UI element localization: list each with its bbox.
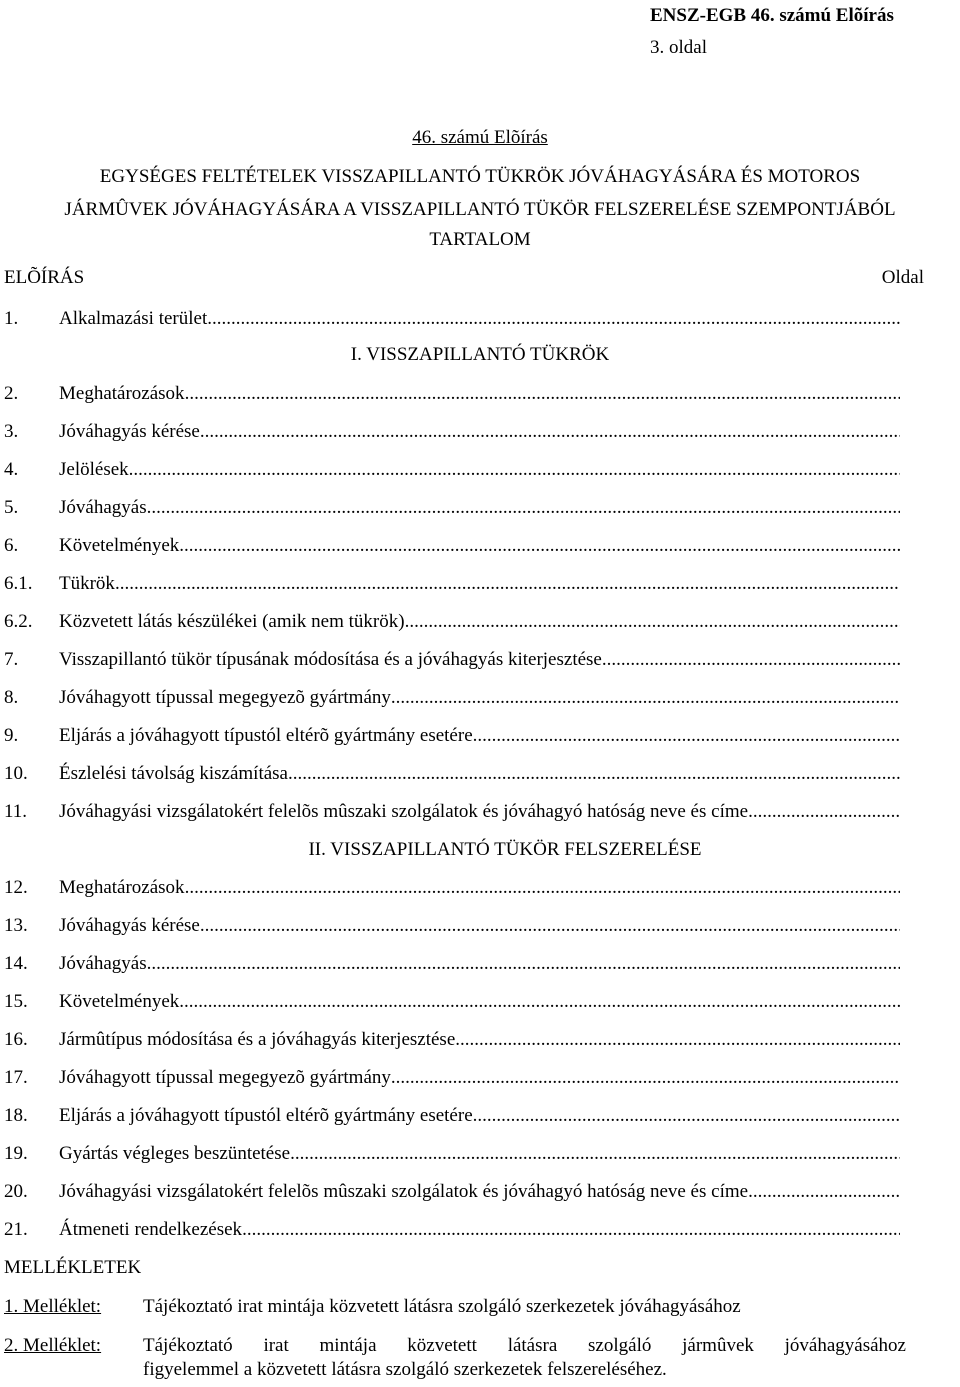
toc-leader-dots [290, 1135, 900, 1173]
toc-entry-title: Meghatározások [59, 383, 185, 404]
toc-entry-number: 6. [4, 535, 19, 556]
toc-entry[interactable] [4, 375, 900, 413]
toc-leader-dots [405, 603, 900, 641]
main-title [0, 160, 960, 226]
toc-leader-dots [147, 945, 900, 983]
toc-entry-title: Követelmények [59, 535, 180, 556]
toc-entry[interactable] [4, 1211, 900, 1249]
toc-entry-number: 5. [4, 497, 19, 518]
toc-leader-dots [200, 907, 900, 945]
toc-leader-dots [185, 375, 900, 413]
toc-leader-dots [391, 1059, 900, 1097]
toc-entry[interactable] [4, 603, 900, 641]
toc-entry-number: 13. [4, 915, 28, 936]
toc-entry[interactable] [4, 983, 900, 1021]
toc-entry-number: 9. [4, 725, 19, 746]
toc-entry-number: 3. [4, 421, 19, 442]
toc-entry-title: Észlelési távolság kiszámítása [59, 763, 288, 784]
toc-heading: TARTALOM [429, 229, 531, 250]
toc-entry[interactable] [4, 451, 900, 489]
toc-entry[interactable] [4, 641, 900, 679]
annex-item[interactable] [4, 1292, 904, 1322]
annexes-heading: MELLÉKLETEK [4, 1257, 142, 1278]
document-reference: ENSZ-EGB 46. számú Elõírás [650, 5, 894, 26]
toc-entry-title: Alkalmazási terület [59, 308, 208, 329]
toc-entry[interactable] [4, 565, 900, 603]
toc-entry-number: 15. [4, 991, 28, 1012]
toc-entry-title: Jóváhagyási vizsgálatokért felelõs mûszaki szolgálatok és jóváhagyó hatóság neve és címe [59, 1181, 749, 1202]
main-title-line-2: JÁRMÛVEK JÓVÁHAGYÁSÁRA A VISSZAPILLANTÓ TÜKÖR FELSZERELÉSE SZEMPONTJÁBÓL [64, 199, 896, 220]
toc-entry-title: Eljárás a jóváhagyott típustól eltérõ gyártmány esetére [59, 1105, 473, 1126]
toc-entry-number: 21. [4, 1219, 28, 1240]
annex-description-line-2: figyelemmel a közvetett látásra szolgáló szerkezetek felszereléséhez. [143, 1359, 667, 1380]
toc-entry-number: 6.1. [4, 573, 33, 594]
toc-entry-title: Gyártás végleges beszüntetése [59, 1143, 291, 1164]
toc-entry-number: 11. [4, 801, 28, 822]
annex-item[interactable] [4, 1331, 904, 1387]
toc-leader-dots [179, 527, 900, 565]
toc-entry-title: Jóváhagyás kérése [59, 421, 200, 442]
toc-leader-dots [288, 755, 900, 793]
toc-entry[interactable] [4, 527, 900, 565]
toc-leader-dots [115, 565, 900, 603]
regulation-title: 46. számú Elõírás [412, 127, 548, 148]
toc-leader-dots [147, 489, 900, 527]
toc-entry[interactable] [4, 489, 900, 527]
toc-leader-dots [473, 1097, 900, 1135]
toc-entry[interactable] [4, 413, 900, 451]
toc-entry-number: 10. [4, 763, 28, 784]
toc-entry-title: Meghatározások [59, 877, 185, 898]
toc-entry-number: 4. [4, 459, 19, 480]
toc-entry-number: 14. [4, 953, 28, 974]
column-header-regulation: ELÕÍRÁS [4, 267, 85, 288]
toc-entry-number: 2. [4, 383, 19, 404]
toc-entry-title: Jóváhagyás [59, 497, 147, 518]
toc-entry-title: Eljárás a jóváhagyott típustól eltérõ gyártmány esetére [59, 725, 473, 746]
section-heading-2: II. VISSZAPILLANTÓ TÜKÖR FELSZERELÉSE [308, 839, 702, 860]
toc-entry-number: 16. [4, 1029, 28, 1050]
toc-entry-title: Visszapillantó tükör típusának módosítása és a jóváhagyás kiterjesztése [59, 649, 602, 670]
toc-entry[interactable] [4, 1097, 900, 1135]
toc-leader-dots [200, 413, 900, 451]
toc-entry[interactable] [4, 945, 900, 983]
regulation-title-wrap [0, 122, 960, 154]
toc-entry-title: Jóváhagyott típussal megegyezõ gyártmány [59, 1067, 391, 1088]
toc-leader-dots [748, 793, 900, 831]
toc-entry-title: Tükrök [59, 573, 115, 594]
annex-description-line-1: Tájékoztató irat mintája közvetett látásra szolgáló jármûvek jóváhagyásához [143, 1335, 906, 1356]
toc-entry-title: Közvetett látás készülékei (amik nem tükrök) [59, 611, 405, 632]
annex-label: 1. Melléklet: [4, 1296, 102, 1317]
page-header [650, 0, 940, 64]
toc-entry[interactable] [4, 869, 900, 907]
toc-entry[interactable] [4, 1135, 900, 1173]
toc-leader-dots [179, 983, 900, 1021]
toc-leader-dots [185, 869, 900, 907]
toc-entry-title: Jelölések [59, 459, 129, 480]
toc-entry-number: 20. [4, 1181, 28, 1202]
toc-entry[interactable] [4, 1021, 900, 1059]
toc-leader-dots [748, 1173, 900, 1211]
main-title-line-1: EGYSÉGES FELTÉTELEK VISSZAPILLANTÓ TÜKRÖK JÓVÁHAGYÁSÁRA ÉS MOTOROS [99, 166, 861, 187]
toc-leader-dots [207, 300, 900, 338]
toc-entry[interactable] [4, 1173, 900, 1211]
toc-entry[interactable] [4, 717, 900, 755]
toc-entry-number: 6.2. [4, 611, 33, 632]
toc-leader-dots [391, 679, 900, 717]
toc-leader-dots [242, 1211, 900, 1249]
toc-entry-title: Átmeneti rendelkezések [59, 1219, 243, 1240]
toc-entry[interactable] [4, 679, 900, 717]
toc-leader-dots [129, 451, 900, 489]
toc-entry-number: 12. [4, 877, 28, 898]
toc-entry-number: 7. [4, 649, 19, 670]
toc-entry-title: Jóváhagyás [59, 953, 147, 974]
column-header-page: Oldal [881, 267, 924, 288]
toc-leader-dots [602, 641, 900, 679]
page-number: 3. oldal [650, 37, 707, 58]
toc-entry-title: Követelmények [59, 991, 180, 1012]
toc-leader-dots [455, 1021, 900, 1059]
toc-entry[interactable] [4, 755, 900, 793]
toc-entry[interactable] [4, 907, 900, 945]
annex-label: 2. Melléklet: [4, 1335, 102, 1356]
toc-entry[interactable] [4, 300, 900, 338]
toc-entry-number: 8. [4, 687, 19, 708]
toc-entry[interactable] [4, 793, 900, 831]
toc-leader-dots [473, 717, 900, 755]
toc-entry-number: 17. [4, 1067, 28, 1088]
toc-entry-title: Jármûtípus módosítása és a jóváhagyás kiterjesztése [59, 1029, 456, 1050]
toc-entry-number: 19. [4, 1143, 28, 1164]
toc-entry-title: Jóváhagyás kérése [59, 915, 200, 936]
section-heading-1: I. VISSZAPILLANTÓ TÜKRÖK [350, 344, 610, 365]
toc-entry-number: 1. [4, 308, 19, 329]
toc-entry-title: Jóváhagyott típussal megegyezõ gyártmány [59, 687, 391, 708]
annex-description [143, 1331, 906, 1385]
toc-entry-number: 18. [4, 1105, 28, 1126]
toc-entry-title: Jóváhagyási vizsgálatokért felelõs mûszaki szolgálatok és jóváhagyó hatóság neve és címe [59, 801, 749, 822]
annex-description: Tájékoztató irat mintája közvetett látásra szolgáló szerkezetek jóváhagyásához [143, 1296, 741, 1317]
toc-entry[interactable] [4, 1059, 900, 1097]
